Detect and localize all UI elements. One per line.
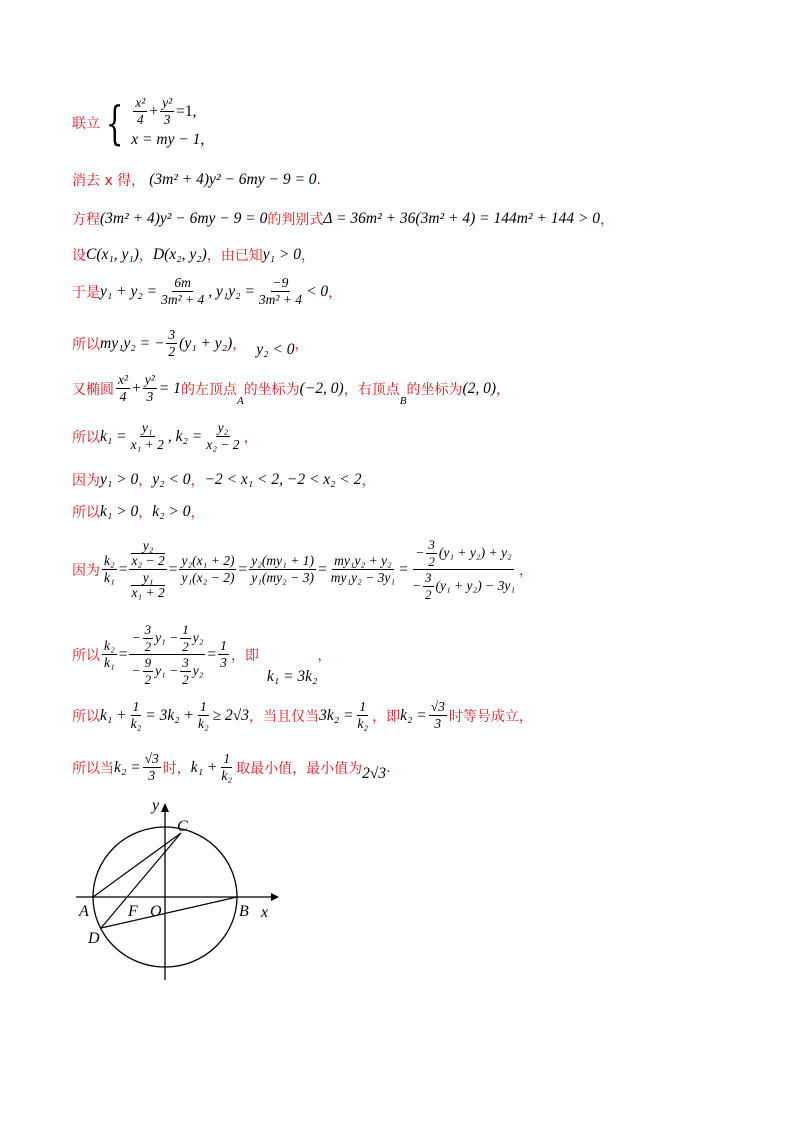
math-expr: Δ = 36m² + 36(3m² + 4) = 144m² + 144 > 0 [323, 210, 601, 227]
ellipse-diagram [76, 800, 286, 985]
eliminate-line: 消去 x 得， (3m² + 4)y² − 6my − 9 = 0 . [72, 171, 321, 189]
label-lianli: 联立 [72, 115, 100, 132]
label-x: x [261, 904, 269, 921]
label-F: F [128, 903, 138, 920]
label-y: y [152, 800, 160, 814]
slopes-line: 所以 k₁ = $\frac{\text{y₁}}{\text{x₁ + 2}}$ , k₂ = $\frac{\text{y₂}}{\text{x₂ − 2}}$ ， [72, 420, 258, 453]
positive-slopes-line: 所以 k₁ > 0 ， k₂ > 0 ， [72, 503, 205, 521]
label-D: D [88, 930, 100, 947]
let-points-line: 设 C(x₁, y₁) ， D(x₂, y₂) ，由已知 y₁ > 0 ， [72, 246, 315, 264]
product-line: 所以 my₁y₂ = − $\frac{3}{2}$ (y₁ + y₂) ， y₂ < 0 ， [72, 327, 309, 360]
x-axis-arrow [271, 893, 279, 901]
math-expr: (3m² + 4)y² − 6my − 9 = 0 [149, 171, 317, 188]
geometry-figure [76, 800, 286, 989]
y-axis-arrow [161, 803, 169, 812]
system-line [72, 96, 204, 149]
brace-glyph: { [105, 95, 124, 150]
ratio-simplified-line: 所以 $\frac{\text{k₂}}{\text{k₁}}$ = − $\frac{3}{2}$ y₁ − $\frac{1}{2}$ y₂ − $\frac{9}{2}$ y₁ − $\frac{3}{2}$ y₂ = $\frac{1}{3}$ ，即 k₁ = 3k₂ ， [72, 622, 332, 687]
label-A: A [79, 903, 89, 920]
math-expr: (3m² + 4)y² − 6my − 9 = 0 [100, 210, 268, 227]
equation-system: { $\frac{\text{x²}}{4}$ + $\frac{\text{y²}}{3}$ =1, x = my − 1, [105, 95, 205, 150]
conclusion-line: 所以当 k₂ = $\frac{√3}{3}$ 时， k₁ + $\frac{1}{\text{k₂}}$ 取最小值，最小值为 2√3 . [72, 751, 391, 784]
ellipse-vertices-line: 又椭圆 $\frac{\text{x²}}{4}$ + $\frac{\text{y²}}{3}$ = 1 的左顶点 A 的坐标为 (−2, 0) ，右顶点 B 的坐标为 (2, 0) ， [72, 372, 511, 407]
equation-line-2: x = my − 1, [131, 131, 205, 149]
label-B: B [239, 903, 249, 920]
segment-DB [101, 897, 237, 928]
inequality-line: 所以 k₁ + $\frac{1}{\text{k₂}}$ = 3k₂ + $\frac{1}{\text{k₂}}$ ≥ 2√3 ，当且仅当 3k₂ = $\frac{1}{\text{k₂}}$ ，即 k₂ = $\frac{√3}{3}$ 时等号成立， [72, 699, 533, 732]
because-line: 因为 y₁ > 0 ， y₂ < 0 ， −2 < x₁ < 2, −2 < x₂ < 2 ， [72, 471, 376, 489]
label: 消去 x 得， [72, 173, 146, 189]
discriminant-line: 方程 (3m² + 4)y² − 6my − 9 = 0 的判别式 Δ = 36m² + 36(3m² + 4) = 144m² + 144 > 0 ， [72, 210, 615, 228]
ratio-line: 因为 $\frac{\text{k₂}}{\text{k₁}}$ = y₂ x₂ − 2 y₁ x₁ + 2 = $\frac{\text{y₂(x₁ + 2)}}{\text{y₁(x₂ − 2)}}$ = $\frac{\text{y₂(my₁ + 1)}}{\text{y₁(my₂ − 3)}}$ = $\frac{\text{my₁y₂ + y₂}}{\text{my₁y₂ − 3y₁}}$ = − $\frac{3}{2}$ (y₁ + y₂) + y₂ − $\frac{3}{2}$ (y₁ + y₂) − 3y₁ ， [72, 537, 534, 602]
vieta-line: 于是 y₁ + y₂ = $\frac{6m}{\text{3m² + 4}}$ , y₁y₂ = $\frac{-9}{\text{3m² + 4}}$ < 0 ， [72, 275, 343, 308]
label-C: C [177, 818, 188, 835]
label-O: O [150, 903, 162, 920]
segment-CD [101, 833, 181, 928]
segment-AC [93, 833, 181, 897]
